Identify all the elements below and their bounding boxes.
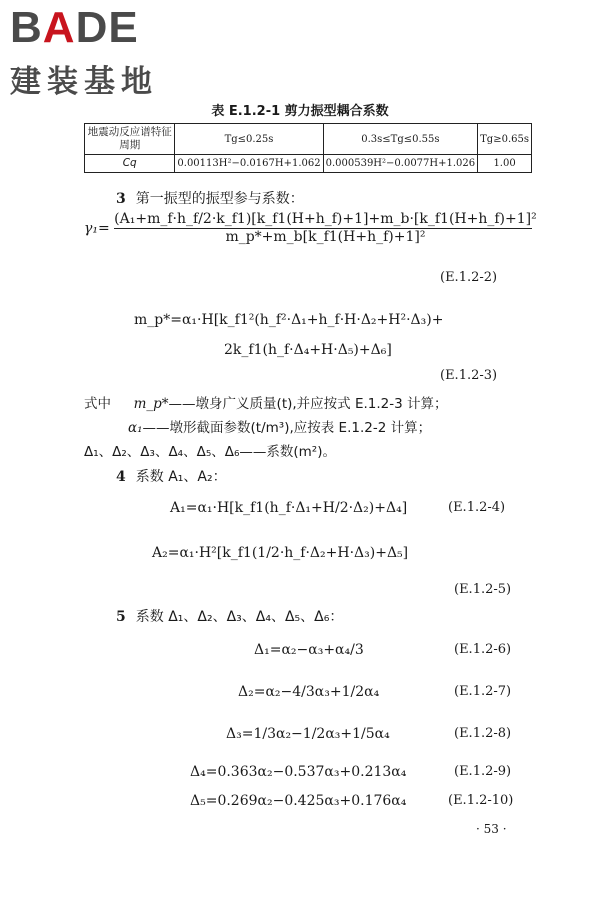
section-3-heading bbox=[116, 188, 304, 208]
where-description: ——系数(m²)。 bbox=[239, 444, 336, 460]
equation-denominator: m_p*+m_b[k_f1(H+h_f)+1]² bbox=[225, 229, 426, 245]
section-number: 4 bbox=[116, 469, 126, 485]
table-header-cell: Tg≥0.65s bbox=[478, 124, 532, 155]
equation-e122 bbox=[84, 212, 537, 245]
equation-e1210: Δ₅=0.269α₂−0.425α₃+0.176α₄ bbox=[190, 793, 407, 809]
table-header-cell: 地震动反应谱特征周期 bbox=[85, 124, 175, 155]
table-header-cell: Tg≤0.25s bbox=[175, 124, 323, 155]
equation-e128: Δ₃=1/3α₂−1/2α₃+1/5α₄ bbox=[226, 726, 390, 742]
where-description: ——墩身广义质量(t),并应按式 E.1.2-3 计算； bbox=[168, 396, 448, 412]
table-cell: 0.000539H²−0.0077H+1.026 bbox=[323, 155, 478, 173]
section-title: 系数 A₁、A₂： bbox=[135, 469, 227, 485]
equation-lhs: γ₁= bbox=[84, 220, 110, 237]
equation-number: (E.1.2-2) bbox=[440, 270, 498, 285]
equation-e127: Δ₂=α₂−4/3α₃+1/2α₄ bbox=[238, 684, 380, 700]
where-description: ——墩形截面参数(t/m³),应按表 E.1.2-2 计算； bbox=[142, 420, 432, 436]
logo-letter-b: B bbox=[10, 3, 43, 52]
table-cell: 0.00113H²−0.0167H+1.062 bbox=[175, 155, 323, 173]
equation-e123-line1: m_p*=α₁·H[k_f1²(h_f²·Δ₁+h_f·H·Δ₂+H²·Δ₃)+ bbox=[134, 312, 444, 328]
equation-numerator: (A₁+m_f·h_f/2·k_f1)[k_f1(H+h_f)+1]+m_b·[k_f1(H+h_f)+1]² bbox=[114, 211, 537, 227]
where-symbol: α₁ bbox=[128, 420, 143, 436]
equation-e123-line2: 2k_f1(h_f·Δ₄+H·Δ₅)+Δ₆] bbox=[224, 342, 392, 358]
table-row bbox=[85, 155, 532, 173]
table-title: 表 E.1.2-1 剪力振型耦合系数 bbox=[211, 104, 389, 119]
where-prefix: 式中 bbox=[84, 396, 111, 412]
brand-logo bbox=[10, 3, 139, 53]
equation-number: (E.1.2-10) bbox=[448, 793, 514, 808]
where-item-1 bbox=[84, 392, 448, 412]
table-header-row bbox=[85, 124, 532, 155]
equation-number: (E.1.2-6) bbox=[454, 642, 512, 657]
section-4-heading bbox=[116, 466, 227, 486]
where-symbol: Δ₁、Δ₂、Δ₃、Δ₄、Δ₅、Δ₆ bbox=[84, 444, 240, 460]
logo-letters-de: DE bbox=[75, 3, 139, 52]
equation-number: (E.1.2-8) bbox=[454, 726, 512, 741]
table-cell: 1.00 bbox=[478, 155, 532, 173]
equation-e125: A₂=α₁·H²[k_f1(1/2·h_f·Δ₂+H·Δ₃)+Δ₅] bbox=[152, 545, 409, 561]
section-title: 系数 Δ₁、Δ₂、Δ₃、Δ₄、Δ₅、Δ₆： bbox=[135, 609, 344, 625]
table-row-label: Cq bbox=[85, 155, 175, 173]
where-symbol: m_p* bbox=[133, 396, 169, 412]
section-number: 5 bbox=[116, 609, 126, 625]
where-item-3 bbox=[84, 440, 336, 460]
equation-fraction bbox=[114, 212, 537, 245]
section-5-heading bbox=[116, 606, 343, 626]
equation-e126: Δ₁=α₂−α₃+α₄/3 bbox=[254, 642, 364, 658]
where-item-2 bbox=[128, 416, 431, 436]
equation-number: (E.1.2-5) bbox=[454, 582, 512, 597]
table-header-cell: 0.3s≤Tg≤0.55s bbox=[323, 124, 478, 155]
page-number: · 53 · bbox=[476, 822, 507, 836]
coupling-coefficient-table bbox=[84, 123, 532, 173]
equation-number: (E.1.2-9) bbox=[454, 764, 512, 779]
equation-e129: Δ₄=0.363α₂−0.537α₃+0.213α₄ bbox=[190, 764, 407, 780]
equation-e124: A₁=α₁·H[k_f1(h_f·Δ₁+H/2·Δ₂)+Δ₄] bbox=[170, 500, 408, 516]
section-title: 第一振型的振型参与系数： bbox=[135, 191, 304, 207]
equation-number: (E.1.2-7) bbox=[454, 684, 512, 699]
equation-number: (E.1.2-3) bbox=[440, 368, 498, 383]
logo-subtitle: 建装基地 bbox=[10, 64, 158, 100]
equation-number: (E.1.2-4) bbox=[448, 500, 506, 515]
section-number: 3 bbox=[116, 191, 126, 207]
logo-letter-a: A bbox=[42, 3, 76, 52]
